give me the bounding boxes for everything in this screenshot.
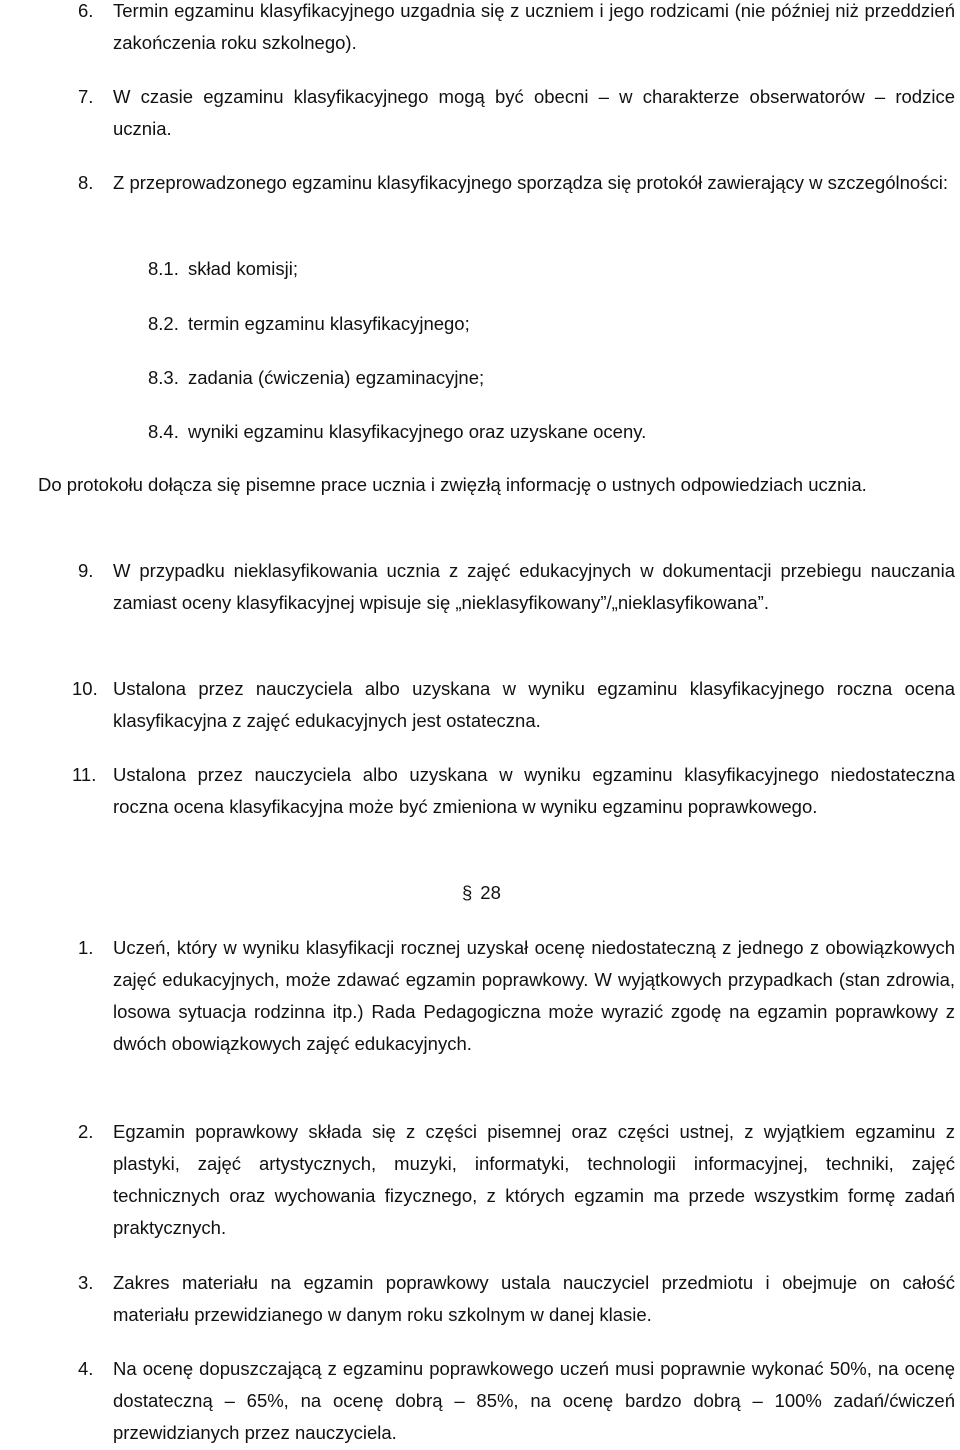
list-item: [0, 1353, 955, 1449]
item-text: Z przeprowadzonego egzaminu klasyfikacyjnego sporządza się protokół zawierający w szczególności:: [113, 172, 948, 193]
list-item: [0, 759, 955, 823]
list-item: [0, 932, 955, 1060]
list-item: [0, 1267, 955, 1331]
item-text: Ustalona przez nauczyciela albo uzyskana w wyniku egzaminu klasyfikacyjnego roczna ocena klasyfikacyjna z zajęć edukacyjnych jest ostateczna.: [113, 678, 955, 731]
sub-item-number: 8.3.: [148, 367, 179, 388]
sub-item-number: 8.4.: [148, 421, 179, 442]
sub-item-number: 8.2.: [148, 313, 179, 334]
item-text: Termin egzaminu klasyfikacyjnego uzgadnia się z uczniem i jego rodzicami (nie później niż przeddzień zakończenia roku szkolnego).: [113, 0, 955, 53]
item-number: 6.: [78, 0, 94, 21]
item-number: 9.: [78, 560, 94, 581]
sub-item-text: skład komisji;: [188, 258, 298, 279]
list-item: [0, 673, 955, 737]
sub-item-number: 8.1.: [148, 258, 179, 279]
item-text: W czasie egzaminu klasyfikacyjnego mogą być obecni – w charakterze obserwatorów – rodzice ucznia.: [113, 86, 955, 139]
list-item: [0, 1116, 955, 1244]
section-heading: [462, 877, 501, 909]
item-number: 2.: [78, 1121, 94, 1142]
sub-item-text: wyniki egzaminu klasyfikacyjnego oraz uzyskane oceny.: [188, 421, 647, 442]
list-item: [0, 555, 955, 619]
item-number: 7.: [78, 86, 94, 107]
sub-list-item: [148, 308, 470, 340]
sub-list-item: [148, 253, 298, 285]
item-text: Ustalona przez nauczyciela albo uzyskana w wyniku egzaminu klasyfikacyjnego niedostateczna roczna ocena klasyfikacyjna może być zmieniona w wyniku egzaminu poprawkowego.: [113, 764, 955, 817]
item-text: W przypadku nieklasyfikowania ucznia z zajęć edukacyjnych w dokumentacji przebiegu nauczania zamiast oceny klasyfikacyjnej wpisuje się „nieklasyfikowany”/„nieklasyfikowana”.: [113, 560, 955, 613]
section-number: 28: [480, 882, 501, 903]
item-number: 4.: [78, 1358, 94, 1379]
item-text: Zakres materiału na egzamin poprawkowy ustala nauczyciel przedmiotu i obejmuje on całość materiału przewidzianego w danym roku szkolnym w danej klasie.: [113, 1272, 955, 1325]
item-number: 8.: [78, 172, 94, 193]
item-text: Uczeń, który w wyniku klasyfikacji rocznej uzyskał ocenę niedostateczną z jednego z obowiązkowych zajęć edukacyjnych, może zdawać egzamin poprawkowy. W wyjątkowych przypadkach (stan zdrowia, losowa sytuacja rodzinna itp.) Rada Pedagogiczna może wyrazić zgodę na egzamin poprawkowy z dwóch obowiązkowych zajęć edukacyjnych.: [113, 937, 955, 1054]
sub-item-text: zadania (ćwiczenia) egzaminacyjne;: [188, 367, 485, 388]
list-item: [0, 0, 955, 59]
sub-list-item: [148, 416, 646, 448]
list-item: [0, 81, 955, 145]
protocol-paragraph: Do protokołu dołącza się pisemne prace ucznia i zwięzłą informację o ustnych odpowiedziach ucznia.: [38, 474, 867, 495]
item-number: 1.: [78, 937, 94, 958]
item-number: 11.: [72, 764, 97, 785]
sub-item-text: termin egzaminu klasyfikacyjnego;: [188, 313, 470, 334]
item-text: Egzamin poprawkowy składa się z części pisemnej oraz części ustnej, z wyjątkiem egzaminu z plastyki, zajęć artystycznych, muzyki, informatyki, technologii informacyjnej, techniki, zajęć technicznych oraz wychowania fizycznego, z których egzamin ma przede wszystkim formę zadań praktycznych.: [113, 1121, 955, 1238]
section-sign: §: [462, 882, 473, 903]
list-item: [0, 167, 955, 199]
item-number: 10.: [72, 678, 98, 699]
item-text: Na ocenę dopuszczającą z egzaminu poprawkowego uczeń musi poprawnie wykonać 50%, na ocenę dostateczną – 65%, na ocenę dobrą – 85%, na ocenę bardzo dobrą – 100% zadań/ćwiczeń przewidzianych przez nauczyciela.: [113, 1358, 955, 1443]
sub-list-item: [148, 362, 484, 394]
item-number: 3.: [78, 1272, 94, 1293]
